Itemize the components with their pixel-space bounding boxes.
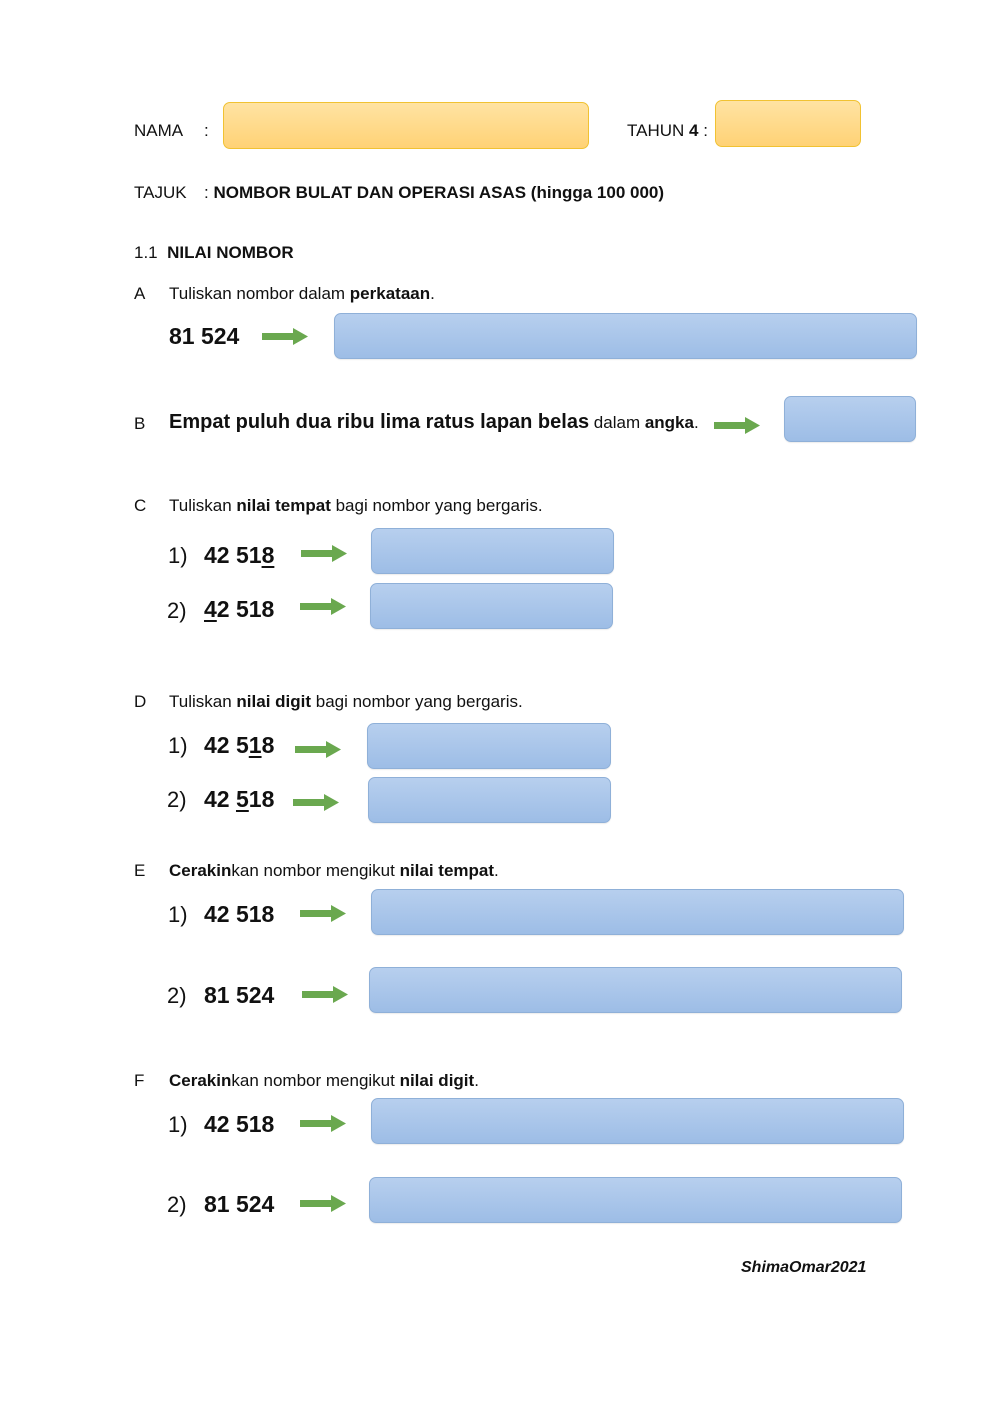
qc-item-1-index: 1) — [168, 543, 188, 568]
answer-f2-input[interactable] — [369, 1177, 902, 1223]
qd-item-1-number — [204, 732, 274, 759]
tajuk-title: NOMBOR BULAT DAN OPERASI ASAS (hingga 100 000) — [213, 183, 665, 202]
question-e-letter: E — [134, 861, 146, 880]
qe-bold-nilai: nilai tempat — [399, 861, 495, 880]
question-a-number: 81 524 — [169, 323, 240, 349]
qf-item-2-index: 2) — [167, 1192, 187, 1217]
qe-item-2-index: 2) — [167, 983, 187, 1008]
section-heading — [134, 243, 294, 263]
nama-label-text: NAMA — [134, 121, 184, 140]
qf-item-1-number: 42 518 — [204, 1111, 275, 1137]
question-e-instruction — [169, 861, 499, 881]
qf-mid: kan nombor mengikut — [231, 1071, 400, 1090]
qc1-underlined-digit: 8 — [261, 542, 275, 568]
qc-pre: Tuliskan — [169, 496, 237, 515]
qd-item-2-index: 2) — [167, 787, 187, 812]
qb-post: . — [693, 413, 699, 432]
qd-item-2-number — [204, 786, 274, 813]
qb-bold-angka: angka — [644, 413, 694, 432]
qf-post: . — [474, 1071, 479, 1090]
author-credit: ShimaOmar2021 — [741, 1259, 867, 1276]
qd-pre: Tuliskan — [169, 692, 237, 711]
qd-post: bagi nombor yang bergaris. — [311, 692, 523, 711]
qd1-a: 42 5 — [204, 732, 249, 758]
tahun-value: 4 — [689, 121, 699, 140]
tahun-label — [627, 121, 708, 141]
tahun-label-text: TAHUN — [627, 121, 685, 140]
question-f-letter: F — [134, 1071, 145, 1090]
qe-mid: kan nombor mengikut — [231, 861, 400, 880]
tajuk-label: TAJUK — [134, 183, 187, 202]
qd2-underlined-digit: 5 — [235, 786, 249, 812]
qf-bold-cerakin: Cerakin — [169, 1071, 232, 1090]
qa-bold: perkataan — [349, 284, 431, 303]
question-d-instruction — [169, 692, 523, 712]
question-c-instruction — [169, 496, 543, 516]
qc-item-1-number — [204, 542, 274, 569]
question-d-letter: D — [134, 692, 147, 711]
qd2-b: 18 — [248, 786, 275, 812]
answer-d2-input[interactable] — [368, 777, 611, 823]
qd-bold: nilai digit — [236, 692, 312, 711]
question-b-instruction — [169, 411, 699, 434]
qa-post: . — [430, 284, 435, 303]
question-a-letter: A — [134, 284, 146, 303]
qe-item-2-number: 81 524 — [204, 982, 275, 1008]
qf-item-2-number: 81 524 — [204, 1191, 275, 1217]
tahun-colon: : — [703, 121, 708, 140]
nama-label — [134, 121, 183, 141]
nama-colon: : — [204, 121, 209, 140]
arrow-right-icon — [300, 598, 348, 616]
arrow-right-icon — [714, 417, 762, 435]
arrow-right-icon — [302, 986, 350, 1004]
qe-post: . — [494, 861, 499, 880]
qc1-a: 42 51 — [204, 542, 262, 568]
answer-f1-input[interactable] — [371, 1098, 904, 1144]
question-f-instruction — [169, 1071, 479, 1091]
qa-pre: Tuliskan nombor dalam — [169, 284, 350, 303]
section-number: 1.1 — [134, 243, 158, 262]
section-title: NILAI NOMBOR — [167, 243, 294, 262]
arrow-right-icon — [300, 1115, 348, 1133]
qe-bold-cerakin: Cerakin — [169, 861, 232, 880]
name-input[interactable] — [223, 102, 589, 149]
arrow-right-icon — [300, 905, 348, 923]
arrow-right-icon — [301, 545, 349, 563]
qf-item-1-index: 1) — [168, 1112, 188, 1137]
qd-item-1-index: 1) — [168, 733, 188, 758]
qc2-underlined-digit: 4 — [204, 596, 217, 622]
tajuk-line — [204, 183, 664, 203]
qb-bold-words: Empat puluh dua ribu lima ratus lapan belas — [169, 411, 590, 433]
arrow-right-icon — [262, 328, 310, 346]
qb-mid: dalam — [589, 413, 645, 432]
qc2-b: 2 518 — [216, 596, 275, 622]
arrow-right-icon — [295, 741, 343, 759]
question-c-letter: C — [134, 496, 147, 515]
tahun-input[interactable] — [715, 100, 861, 147]
qc-item-2-number — [204, 596, 274, 623]
answer-c2-input[interactable] — [370, 583, 613, 629]
answer-b-input[interactable] — [784, 396, 916, 442]
question-a-instruction — [169, 284, 435, 304]
arrow-right-icon — [293, 794, 341, 812]
answer-a-input[interactable] — [334, 313, 917, 359]
qd1-b: 8 — [261, 732, 275, 758]
answer-e2-input[interactable] — [369, 967, 902, 1013]
answer-e1-input[interactable] — [371, 889, 904, 935]
qd2-a: 42 — [204, 786, 236, 812]
qe-item-1-index: 1) — [168, 902, 188, 927]
answer-d1-input[interactable] — [367, 723, 611, 769]
qd1-underlined-digit: 1 — [248, 732, 262, 758]
answer-c1-input[interactable] — [371, 528, 614, 574]
qf-bold-nilai: nilai digit — [399, 1071, 475, 1090]
qc-bold: nilai tempat — [236, 496, 331, 515]
arrow-right-icon — [300, 1195, 348, 1213]
tajuk-colon: : — [204, 183, 209, 202]
question-b-letter: B — [134, 414, 146, 433]
qc-post: bagi nombor yang bergaris. — [330, 496, 543, 515]
qc-item-2-index: 2) — [167, 598, 187, 623]
qe-item-1-number: 42 518 — [204, 901, 275, 927]
